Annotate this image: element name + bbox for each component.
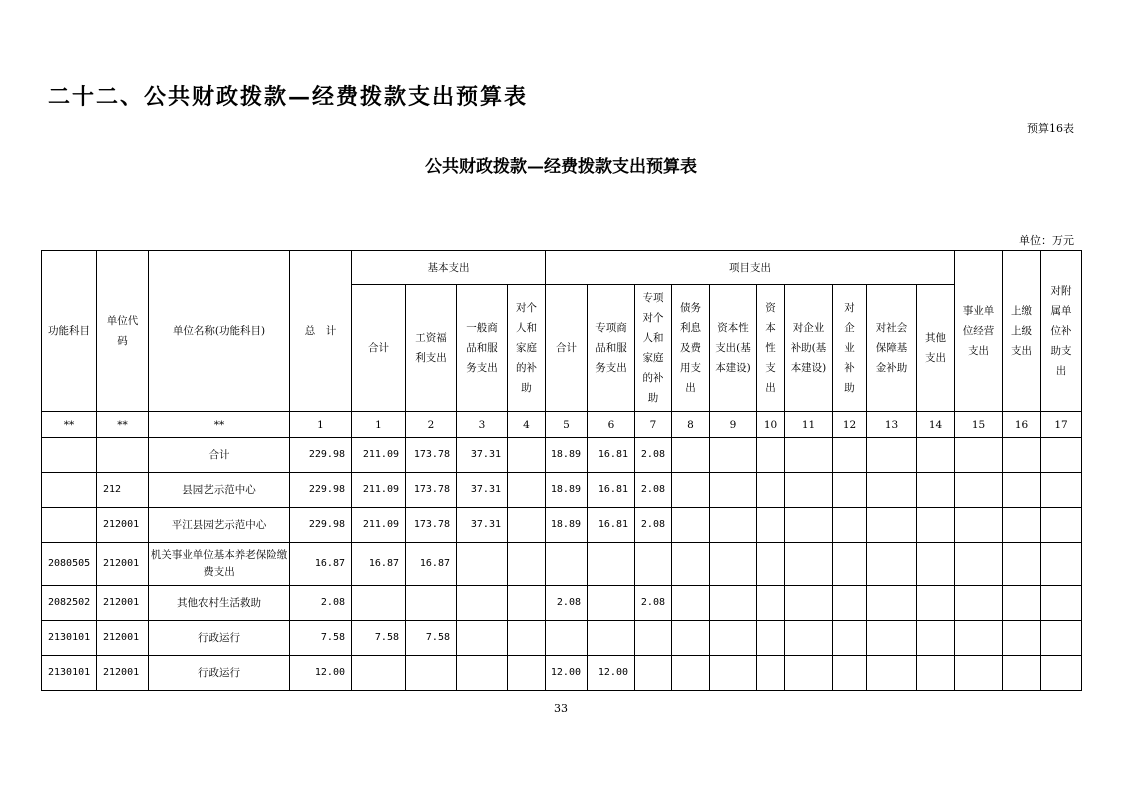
- section-title: 二十二、公共财政拨款—经费拨款支出预算表: [48, 84, 529, 110]
- empty-cell: [672, 621, 710, 656]
- empty-cell: [917, 543, 955, 586]
- empty-cell: [785, 621, 833, 656]
- empty-cell: [710, 621, 757, 656]
- goods-cell: [457, 543, 508, 586]
- index-cell: 12: [833, 412, 867, 438]
- total-cell: 229.98: [290, 438, 352, 473]
- header-basic-expenditure: 基本支出: [352, 251, 546, 285]
- table-number: 预算16表: [1027, 122, 1074, 135]
- header-superior: 上缴上级支出: [1003, 251, 1041, 412]
- empty-cell: [508, 438, 546, 473]
- unit-code-cell: 212: [97, 473, 149, 508]
- header-enterprise: 对企业补助: [833, 285, 867, 412]
- special-personal-cell: 2.08: [635, 586, 672, 621]
- empty-cell: [917, 656, 955, 691]
- goods-cell: [457, 621, 508, 656]
- salary-cell: 173.78: [406, 438, 457, 473]
- unit-code-cell: 212001: [97, 621, 149, 656]
- empty-cell: [833, 473, 867, 508]
- header-project-expenditure: 项目支出: [546, 251, 955, 285]
- proj-total-cell: [546, 543, 588, 586]
- empty-cell: [508, 586, 546, 621]
- empty-cell: [1003, 543, 1041, 586]
- empty-cell: [833, 438, 867, 473]
- index-cell: 10: [757, 412, 785, 438]
- func-code-cell: 2130101: [42, 656, 97, 691]
- empty-cell: [1041, 473, 1082, 508]
- empty-cell: [955, 508, 1003, 543]
- empty-cell: [757, 656, 785, 691]
- empty-cell: [917, 473, 955, 508]
- index-cell: **: [149, 412, 290, 438]
- empty-cell: [833, 586, 867, 621]
- func-code-cell: 2082502: [42, 586, 97, 621]
- empty-cell: [757, 543, 785, 586]
- empty-cell: [1003, 621, 1041, 656]
- func-code-cell: [42, 508, 97, 543]
- total-cell: 16.87: [290, 543, 352, 586]
- unit-name-cell: 行政运行: [149, 656, 290, 691]
- special-personal-cell: [635, 656, 672, 691]
- empty-cell: [867, 656, 917, 691]
- empty-cell: [710, 543, 757, 586]
- empty-cell: [508, 473, 546, 508]
- index-cell: 3: [457, 412, 508, 438]
- unit-name-cell: 其他农村生活救助: [149, 586, 290, 621]
- index-cell: 13: [867, 412, 917, 438]
- special-personal-cell: [635, 543, 672, 586]
- index-cell: 7: [635, 412, 672, 438]
- salary-cell: 173.78: [406, 473, 457, 508]
- special-goods-cell: 16.81: [588, 473, 635, 508]
- special-personal-cell: 2.08: [635, 438, 672, 473]
- empty-cell: [672, 438, 710, 473]
- total-cell: 229.98: [290, 508, 352, 543]
- empty-cell: [867, 438, 917, 473]
- goods-cell: [457, 656, 508, 691]
- empty-cell: [508, 543, 546, 586]
- unit-code-cell: 212001: [97, 656, 149, 691]
- empty-cell: [917, 508, 955, 543]
- special-goods-cell: [588, 621, 635, 656]
- empty-cell: [867, 621, 917, 656]
- empty-cell: [833, 621, 867, 656]
- empty-cell: [757, 621, 785, 656]
- empty-cell: [508, 621, 546, 656]
- special-personal-cell: [635, 621, 672, 656]
- empty-cell: [710, 473, 757, 508]
- salary-cell: [406, 586, 457, 621]
- table-row: [42, 656, 1082, 691]
- proj-total-cell: 18.89: [546, 508, 588, 543]
- empty-cell: [833, 543, 867, 586]
- table-row: [42, 543, 1082, 586]
- basic-total-cell: [352, 656, 406, 691]
- empty-cell: [508, 508, 546, 543]
- empty-cell: [672, 508, 710, 543]
- unit-name-cell: 机关事业单位基本养老保险缴费支出: [149, 543, 290, 586]
- special-goods-cell: 16.81: [588, 438, 635, 473]
- special-goods-cell: 12.00: [588, 656, 635, 691]
- header-special-personal: 专项对个人和家庭的补助: [635, 285, 672, 412]
- index-cell: 17: [1041, 412, 1082, 438]
- table-row: [42, 586, 1082, 621]
- unit-code-cell: 212001: [97, 586, 149, 621]
- empty-cell: [710, 508, 757, 543]
- basic-total-cell: 211.09: [352, 473, 406, 508]
- empty-cell: [1041, 656, 1082, 691]
- unit-name-cell: 县园艺示范中心: [149, 473, 290, 508]
- unit-name-cell: 合计: [149, 438, 290, 473]
- total-cell: 12.00: [290, 656, 352, 691]
- goods-cell: 37.31: [457, 438, 508, 473]
- special-goods-cell: 16.81: [588, 508, 635, 543]
- func-code-cell: [42, 438, 97, 473]
- index-cell: 16: [1003, 412, 1041, 438]
- empty-cell: [1041, 438, 1082, 473]
- unit-label: 单位：万元: [1019, 234, 1074, 247]
- table-row: [42, 438, 1082, 473]
- index-cell: 11: [785, 412, 833, 438]
- empty-cell: [1041, 621, 1082, 656]
- unit-code-cell: 212001: [97, 508, 149, 543]
- index-cell: 14: [917, 412, 955, 438]
- special-personal-cell: 2.08: [635, 508, 672, 543]
- empty-cell: [710, 656, 757, 691]
- header-proj-total: 合计: [546, 285, 588, 412]
- index-cell: 2: [406, 412, 457, 438]
- unit-name-cell: 平江县园艺示范中心: [149, 508, 290, 543]
- unit-code-cell: [97, 438, 149, 473]
- empty-cell: [508, 656, 546, 691]
- goods-cell: 37.31: [457, 473, 508, 508]
- index-cell: 8: [672, 412, 710, 438]
- table-row: [42, 508, 1082, 543]
- goods-cell: 37.31: [457, 508, 508, 543]
- salary-cell: 7.58: [406, 621, 457, 656]
- header-capital: 资本性支出: [757, 285, 785, 412]
- empty-cell: [955, 656, 1003, 691]
- header-personal: 对个人和家庭的补助: [508, 285, 546, 412]
- proj-total-cell: [546, 621, 588, 656]
- empty-cell: [955, 438, 1003, 473]
- empty-cell: [785, 586, 833, 621]
- salary-cell: [406, 656, 457, 691]
- table-title: 公共财政拨款—经费拨款支出预算表: [425, 157, 697, 177]
- basic-total-cell: 7.58: [352, 621, 406, 656]
- empty-cell: [672, 473, 710, 508]
- index-row: [42, 412, 1082, 438]
- empty-cell: [1003, 473, 1041, 508]
- empty-cell: [867, 543, 917, 586]
- header-business: 事业单位经营支出: [955, 251, 1003, 412]
- basic-total-cell: 16.87: [352, 543, 406, 586]
- index-cell: 5: [546, 412, 588, 438]
- empty-cell: [917, 621, 955, 656]
- unit-name-cell: 行政运行: [149, 621, 290, 656]
- unit-code-cell: 212001: [97, 543, 149, 586]
- index-cell: **: [97, 412, 149, 438]
- index-cell: 1: [352, 412, 406, 438]
- empty-cell: [1003, 656, 1041, 691]
- proj-total-cell: 18.89: [546, 473, 588, 508]
- empty-cell: [672, 586, 710, 621]
- empty-cell: [1041, 543, 1082, 586]
- empty-cell: [867, 508, 917, 543]
- empty-cell: [672, 543, 710, 586]
- special-personal-cell: 2.08: [635, 473, 672, 508]
- empty-cell: [785, 508, 833, 543]
- empty-cell: [785, 438, 833, 473]
- goods-cell: [457, 586, 508, 621]
- empty-cell: [1041, 508, 1082, 543]
- basic-total-cell: 211.09: [352, 438, 406, 473]
- header-special-goods: 专项商品和服务支出: [588, 285, 635, 412]
- total-cell: 7.58: [290, 621, 352, 656]
- empty-cell: [757, 438, 785, 473]
- func-code-cell: [42, 473, 97, 508]
- header-affiliated: 对附属单位补助支出: [1041, 251, 1082, 412]
- empty-cell: [757, 473, 785, 508]
- special-goods-cell: [588, 543, 635, 586]
- index-cell: 9: [710, 412, 757, 438]
- page-number: 33: [554, 702, 568, 715]
- header-social: 对社会保障基金补助: [867, 285, 917, 412]
- empty-cell: [1041, 586, 1082, 621]
- empty-cell: [955, 621, 1003, 656]
- header-unit-name: 单位名称(功能科目): [149, 251, 290, 412]
- header-row-1: [42, 251, 1082, 285]
- header-total: 总 计: [290, 251, 352, 412]
- index-cell: **: [42, 412, 97, 438]
- empty-cell: [785, 473, 833, 508]
- index-cell: 4: [508, 412, 546, 438]
- header-goods: 一般商品和服务支出: [457, 285, 508, 412]
- empty-cell: [1003, 586, 1041, 621]
- empty-cell: [785, 543, 833, 586]
- empty-cell: [785, 656, 833, 691]
- budget-table: [41, 250, 1082, 691]
- empty-cell: [955, 586, 1003, 621]
- empty-cell: [1003, 438, 1041, 473]
- basic-total-cell: 211.09: [352, 508, 406, 543]
- header-salary: 工资福利支出: [406, 285, 457, 412]
- proj-total-cell: 12.00: [546, 656, 588, 691]
- empty-cell: [955, 543, 1003, 586]
- salary-cell: 16.87: [406, 543, 457, 586]
- index-cell: 1: [290, 412, 352, 438]
- index-cell: 6: [588, 412, 635, 438]
- empty-cell: [710, 438, 757, 473]
- empty-cell: [757, 586, 785, 621]
- proj-total-cell: 2.08: [546, 586, 588, 621]
- empty-cell: [757, 508, 785, 543]
- table-row: [42, 473, 1082, 508]
- empty-cell: [1003, 508, 1041, 543]
- header-debt: 债务利息及费用支出: [672, 285, 710, 412]
- func-code-cell: 2080505: [42, 543, 97, 586]
- total-cell: 2.08: [290, 586, 352, 621]
- header-func-subject: 功能科目: [42, 251, 97, 412]
- header-capital-basic: 资本性支出(基本建设): [710, 285, 757, 412]
- salary-cell: 173.78: [406, 508, 457, 543]
- proj-total-cell: 18.89: [546, 438, 588, 473]
- empty-cell: [710, 586, 757, 621]
- index-cell: 15: [955, 412, 1003, 438]
- empty-cell: [867, 586, 917, 621]
- special-goods-cell: [588, 586, 635, 621]
- empty-cell: [672, 656, 710, 691]
- empty-cell: [833, 656, 867, 691]
- header-other: 其他支出: [917, 285, 955, 412]
- empty-cell: [955, 473, 1003, 508]
- table-row: [42, 621, 1082, 656]
- empty-cell: [917, 586, 955, 621]
- total-cell: 229.98: [290, 473, 352, 508]
- header-enterprise-basic: 对企业补助(基本建设): [785, 285, 833, 412]
- func-code-cell: 2130101: [42, 621, 97, 656]
- header-basic-total: 合计: [352, 285, 406, 412]
- empty-cell: [867, 473, 917, 508]
- basic-total-cell: [352, 586, 406, 621]
- empty-cell: [833, 508, 867, 543]
- empty-cell: [917, 438, 955, 473]
- header-unit-code: 单位代码: [97, 251, 149, 412]
